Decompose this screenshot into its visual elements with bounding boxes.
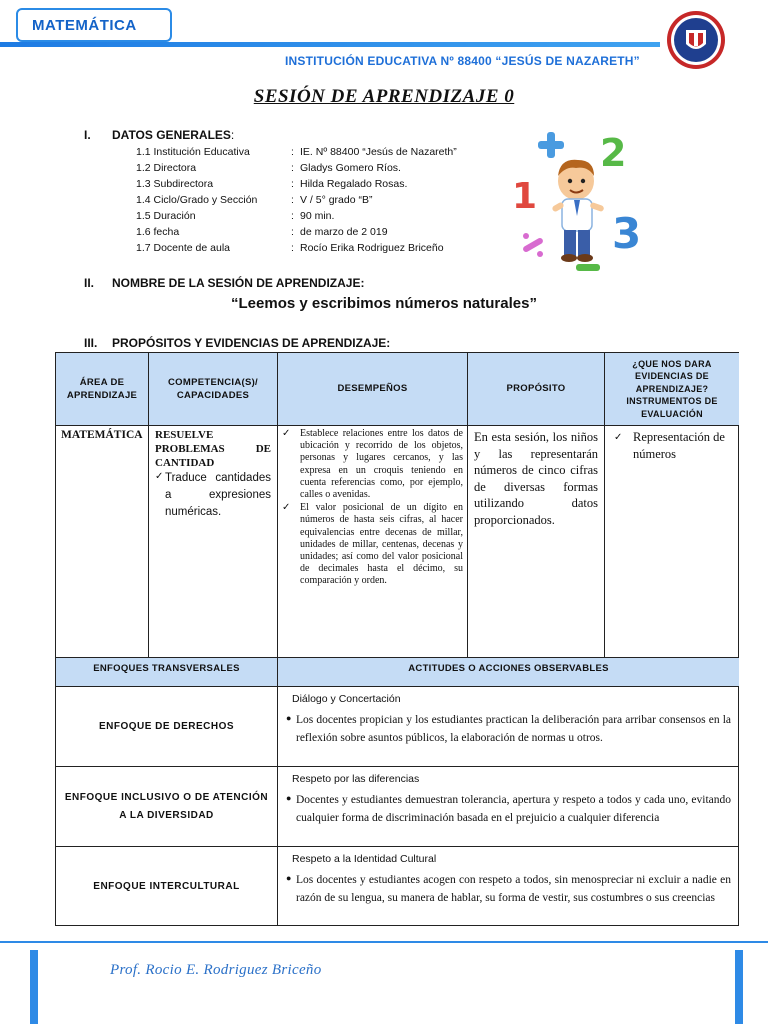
footer-bar-left	[30, 950, 38, 1024]
page-title: SESIÓN DE APRENDIZAJE 0	[253, 86, 515, 107]
desempenos-cell	[278, 426, 468, 658]
learning-table	[55, 352, 739, 926]
check-icon: ✓	[614, 432, 623, 443]
section-number: I.	[84, 128, 91, 142]
data-value: Hilda Regalado Rosas.	[300, 178, 408, 190]
actitud-title: Diálogo y Concertación	[292, 693, 401, 705]
capacidad-item	[155, 470, 271, 520]
enfoque-name: ENFOQUE INCLUSIVO O DE ATENCIÓN A LA DIVERSIDAD	[56, 767, 278, 847]
enfoque-name: ENFOQUE DE DERECHOS	[56, 687, 278, 767]
data-value: Gladys Gomero Ríos.	[300, 162, 401, 174]
section-purposes	[84, 336, 484, 352]
header-desempenos: DESEMPEÑOS	[278, 353, 468, 426]
actitud-body: Los docentes y estudiantes acogen con respeto a todos, sin menospreciar ni excluir a nadie en razón de su lengua, su manera de hablar, su forma de vestir, sus costumbres o sus creencias	[296, 874, 731, 905]
data-colon: :	[291, 178, 294, 190]
actitud-cell	[278, 767, 739, 847]
data-key: 1.6 fecha	[136, 226, 180, 238]
header-divider	[0, 42, 660, 47]
data-key: 1.4 Ciclo/Grado y Sección	[136, 194, 258, 206]
section-general-data	[84, 128, 384, 144]
data-value: IE. Nº 88400 “Jesús de Nazareth”	[300, 146, 457, 158]
section-number: III.	[84, 336, 98, 350]
subject-badge: MATEMÁTICA	[16, 8, 172, 42]
svg-text:2: 2	[600, 131, 627, 175]
section-number: II.	[84, 276, 95, 290]
check-icon: ✓	[282, 428, 291, 439]
footer-divider	[0, 941, 768, 943]
check-icon: ✓	[155, 471, 164, 483]
bullet-icon: ●	[286, 873, 292, 883]
capacidad-text: Traduce cantidades a expresiones numéricas.	[165, 472, 271, 518]
data-colon: :	[291, 210, 294, 222]
data-colon: :	[291, 146, 294, 158]
desempeno-text: Establece relaciones entre los datos de ubicación y recorrido de los objetos, personas y lugares cercanos, y las expresa en un croquis teniendo en cuenta referencias como, por ejemplo, calles o avenidas.	[300, 428, 463, 500]
data-value: de marzo de 2 019	[300, 226, 388, 238]
evidencia-cell	[605, 426, 739, 658]
school-name: INSTITUCIÓN EDUCATIVA Nº 88400 “JESÚS DE NAZARETH”	[285, 54, 640, 68]
header-area: ÁREA DE APRENDIZAJE	[56, 353, 149, 426]
session-name: “Leemos y escribimos números naturales”	[231, 295, 537, 312]
footer-author: Prof. Rocio E. Rodriguez Briceño	[110, 962, 322, 978]
competencia-cell	[149, 426, 278, 658]
school-logo	[666, 10, 726, 70]
desempenos-list	[278, 428, 463, 587]
evidencia-text: Representación de números	[633, 430, 725, 461]
data-key: 1.5 Duración	[136, 210, 196, 222]
actitud-title: Respeto a la Identidad Cultural	[292, 853, 437, 865]
header-proposito: PROPÓSITO	[468, 353, 605, 426]
section-label: DATOS GENERALES	[112, 128, 231, 142]
competencia-title: RESUELVE PROBLEMAS DE CANTIDAD	[155, 429, 271, 469]
data-key: 1.7 Docente de aula	[136, 242, 230, 254]
math-kid-illustration	[508, 126, 658, 276]
actitud-text	[286, 871, 731, 908]
data-key: 1.1 Institución Educativa	[136, 146, 250, 158]
list-item	[278, 502, 463, 587]
actitud-text	[286, 791, 731, 828]
footer-bar-right	[735, 950, 743, 1024]
area-cell: MATEMÁTICA	[56, 426, 149, 658]
data-colon: :	[291, 194, 294, 206]
data-value: Rocío Erika Rodriguez Briceño	[300, 242, 444, 254]
actitud-body: Los docentes propician y los estudiantes practican la deliberación para arribar consensos en la reflexión sobre asuntos públicos, la elaboración de normas u otros.	[296, 714, 731, 745]
data-value: V / 5° grado “B”	[300, 194, 373, 206]
header-enfoques: ENFOQUES TRANSVERSALES	[56, 658, 278, 687]
section-heading: PROPÓSITOS Y EVIDENCIAS DE APRENDIZAJE:	[112, 336, 391, 350]
desempeno-text: El valor posicional de un dígito en números de hasta seis cifras, al hacer equivalencias entre decenas de millar, unidades de millar, centenas, decenas y unidades; así como del valor posicional de decimales hasta el décimo, su comparación y orden.	[300, 502, 463, 587]
section-session-name	[84, 276, 484, 292]
actitud-body: Docentes y estudiantes demuestran tolerancia, apertura y respeto a todos y cada uno, evitando cualquier forma de discriminación basada en el prejuicio a cualquier diferencia	[296, 794, 731, 825]
proposito-cell: En esta sesión, los niños y las representarán números de cinco cifras de diversas formas utilizando datos proporcionados.	[468, 426, 605, 658]
section-heading: NOMBRE DE LA SESIÓN DE APRENDIZAJE:	[112, 276, 365, 290]
data-key: 1.2 Directora	[136, 162, 197, 174]
list-item	[278, 428, 463, 501]
enfoque-name: ENFOQUE INTERCULTURAL	[56, 847, 278, 926]
bullet-icon: ●	[286, 713, 292, 723]
data-colon: :	[291, 242, 294, 254]
header-evidencias: ¿QUE NOS DARA EVIDENCIAS DE APRENDIZAJE? INSTRUMENTOS DE EVALUACIÓN	[605, 353, 739, 426]
header-actitudes: ACTITUDES O ACCIONES OBSERVABLES	[278, 658, 739, 687]
svg-text:3: 3	[612, 209, 642, 258]
header-competencia: COMPETENCIA(S)/ CAPACIDADES	[149, 353, 278, 426]
svg-text:1: 1	[512, 176, 538, 217]
bullet-icon: ●	[286, 793, 292, 803]
actitud-cell	[278, 847, 739, 926]
actitud-text	[286, 711, 731, 748]
data-colon: :	[291, 162, 294, 174]
section-suffix: :	[230, 128, 235, 142]
data-colon: :	[291, 226, 294, 238]
actitud-title: Respeto por las diferencias	[292, 773, 420, 785]
check-icon: ✓	[282, 502, 291, 514]
actitud-cell	[278, 687, 739, 767]
section-heading	[112, 128, 234, 142]
data-key: 1.3 Subdirectora	[136, 178, 214, 190]
data-value: 90 min.	[300, 210, 335, 222]
